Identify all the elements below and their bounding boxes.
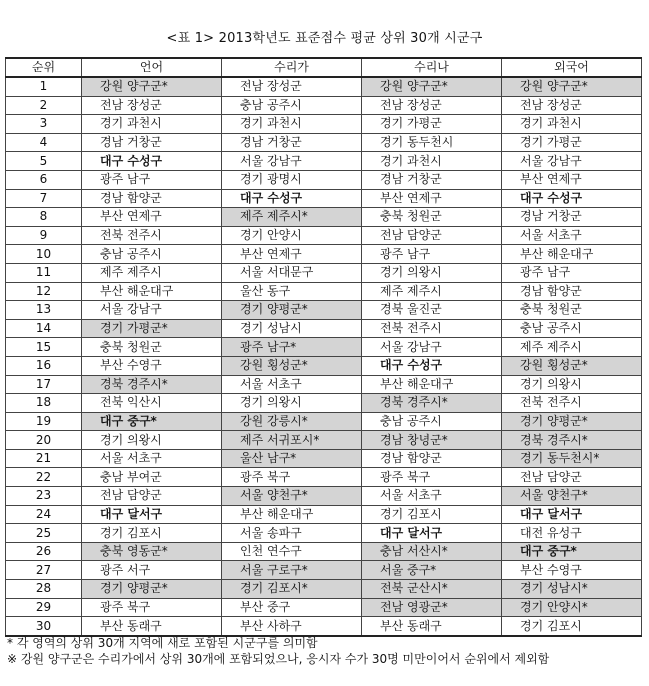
foreign-language-cell: 전북 전주시 [502, 394, 642, 413]
foreign-language-cell: 경기 의왕시 [502, 375, 642, 394]
math-na-cell: 광주 북구 [362, 468, 502, 487]
math-ga-cell: 광주 남구* [222, 338, 362, 357]
rank-cell: 2 [6, 96, 82, 115]
table-row [6, 226, 642, 245]
table-row [6, 115, 642, 134]
foreign-language-cell: 대전 유성구 [502, 524, 642, 543]
table-row [6, 319, 642, 338]
rank-cell: 14 [6, 319, 82, 338]
table-row [6, 449, 642, 468]
footnote-exclusion: ※ 강원 양구군은 수리가에서 상위 30개에 포함되었으나, 응시자 수가 30명 미만이어서 순위에서 제외함 [7, 652, 550, 666]
table-row [6, 338, 642, 357]
math-na-cell: 충북 청원군 [362, 208, 502, 227]
foreign-language-cell: 경기 가평군 [502, 133, 642, 152]
rank-cell: 3 [6, 115, 82, 134]
language-cell: 경남 거창군 [82, 133, 222, 152]
foreign-language-cell: 부산 연제구 [502, 170, 642, 189]
math-na-cell: 경기 과천시 [362, 152, 502, 171]
rank-cell: 6 [6, 170, 82, 189]
header-language: 언어 [82, 58, 222, 77]
language-cell: 부산 동래구 [82, 617, 222, 636]
language-cell: 경기 과천시 [82, 115, 222, 134]
rank-cell: 22 [6, 468, 82, 487]
foreign-language-cell: 전남 장성군 [502, 96, 642, 115]
table-row [6, 375, 642, 394]
math-na-cell: 경남 함양군 [362, 449, 502, 468]
rank-cell: 15 [6, 338, 82, 357]
foreign-language-cell: 강원 횡성군* [502, 356, 642, 375]
table-row [6, 263, 642, 282]
table-row [6, 487, 642, 506]
math-ga-cell: 부산 해운대구 [222, 505, 362, 524]
language-cell: 충북 청원군 [82, 338, 222, 357]
math-na-cell: 경남 거창군 [362, 170, 502, 189]
language-cell: 부산 연제구 [82, 208, 222, 227]
math-na-cell: 경북 울진군 [362, 301, 502, 320]
math-na-cell: 전남 담양군 [362, 226, 502, 245]
foreign-language-cell: 대구 달서구 [502, 505, 642, 524]
language-cell: 광주 북구 [82, 598, 222, 617]
language-cell: 전북 익산시 [82, 394, 222, 413]
rank-cell: 11 [6, 263, 82, 282]
math-ga-cell: 전남 장성군 [222, 77, 362, 96]
math-ga-cell: 부산 중구 [222, 598, 362, 617]
rank-cell: 25 [6, 524, 82, 543]
foreign-language-cell: 대구 수성구 [502, 189, 642, 208]
rank-cell: 27 [6, 561, 82, 580]
rank-cell: 8 [6, 208, 82, 227]
math-na-cell: 경기 의왕시 [362, 263, 502, 282]
math-ga-cell: 대구 수성구 [222, 189, 362, 208]
rank-cell: 18 [6, 394, 82, 413]
math-ga-cell: 강원 강릉시* [222, 412, 362, 431]
math-ga-cell: 울산 동구 [222, 282, 362, 301]
rank-cell: 19 [6, 412, 82, 431]
table-row [6, 561, 642, 580]
table-row [6, 133, 642, 152]
language-cell: 충남 공주시 [82, 245, 222, 264]
language-cell: 경기 가평군* [82, 319, 222, 338]
math-ga-cell: 경기 김포시* [222, 580, 362, 599]
rank-cell: 10 [6, 245, 82, 264]
rank-cell: 7 [6, 189, 82, 208]
foreign-language-cell: 경북 경주시* [502, 431, 642, 450]
foreign-language-cell: 경기 과천시 [502, 115, 642, 134]
header-rank: 순위 [6, 58, 82, 77]
header-math-ga: 수리가 [222, 58, 362, 77]
table-row [6, 245, 642, 264]
foreign-language-cell: 광주 남구 [502, 263, 642, 282]
rank-cell: 28 [6, 580, 82, 599]
language-cell: 대구 중구* [82, 412, 222, 431]
math-ga-cell: 제주 제주시* [222, 208, 362, 227]
foreign-language-cell: 서울 강남구 [502, 152, 642, 171]
rank-cell: 13 [6, 301, 82, 320]
foreign-language-cell: 경기 동두천시* [502, 449, 642, 468]
foreign-language-cell: 전남 담양군 [502, 468, 642, 487]
math-ga-cell: 제주 서귀포시* [222, 431, 362, 450]
foreign-language-cell: 경남 함양군 [502, 282, 642, 301]
math-na-cell: 충남 공주시 [362, 412, 502, 431]
language-cell: 광주 남구 [82, 170, 222, 189]
math-na-cell: 서울 중구* [362, 561, 502, 580]
language-cell: 경기 양평군* [82, 580, 222, 599]
math-ga-cell: 부산 연제구 [222, 245, 362, 264]
language-cell: 부산 수영구 [82, 356, 222, 375]
math-ga-cell: 서울 양천구* [222, 487, 362, 506]
language-cell: 대구 달서구 [82, 505, 222, 524]
language-cell: 서울 서초구 [82, 449, 222, 468]
table-row [6, 505, 642, 524]
math-na-cell: 강원 양구군* [362, 77, 502, 96]
rank-cell: 20 [6, 431, 82, 450]
foreign-language-cell: 경기 성남시* [502, 580, 642, 599]
foreign-language-cell: 경기 김포시 [502, 617, 642, 636]
math-ga-cell: 울산 남구* [222, 449, 362, 468]
math-na-cell: 전남 영광군* [362, 598, 502, 617]
table-row [6, 468, 642, 487]
language-cell: 전남 담양군 [82, 487, 222, 506]
table-row [6, 356, 642, 375]
math-ga-cell: 경기 광명시 [222, 170, 362, 189]
table-row [6, 580, 642, 599]
foreign-language-cell: 대구 중구* [502, 542, 642, 561]
math-na-cell: 부산 해운대구 [362, 375, 502, 394]
math-ga-cell: 강원 횡성군* [222, 356, 362, 375]
math-ga-cell: 서울 송파구 [222, 524, 362, 543]
header-foreign-language: 외국어 [502, 58, 642, 77]
math-na-cell: 광주 남구 [362, 245, 502, 264]
language-cell: 전남 장성군 [82, 96, 222, 115]
footnote-new-entry: * 각 영역의 상위 30개 지역에 새로 포함된 시군구를 의미함 [7, 636, 318, 650]
table-row [6, 394, 642, 413]
math-na-cell: 대구 수성구 [362, 356, 502, 375]
math-ga-cell: 경기 양평군* [222, 301, 362, 320]
language-cell: 경북 경주시* [82, 375, 222, 394]
math-ga-cell: 인천 연수구 [222, 542, 362, 561]
math-ga-cell: 서울 서대문구 [222, 263, 362, 282]
header-math-na: 수리나 [362, 58, 502, 77]
math-ga-cell: 경기 과천시 [222, 115, 362, 134]
table-row [6, 542, 642, 561]
ranking-table [5, 57, 642, 637]
table-row [6, 282, 642, 301]
math-na-cell: 경북 경주시* [362, 394, 502, 413]
language-cell: 경기 김포시 [82, 524, 222, 543]
math-ga-cell: 서울 강남구 [222, 152, 362, 171]
math-ga-cell: 서울 서초구 [222, 375, 362, 394]
foreign-language-cell: 부산 해운대구 [502, 245, 642, 264]
language-cell: 충남 부여군 [82, 468, 222, 487]
math-ga-cell: 충남 공주시 [222, 96, 362, 115]
rank-cell: 21 [6, 449, 82, 468]
math-ga-cell: 경기 성남시 [222, 319, 362, 338]
table-row [6, 598, 642, 617]
foreign-language-cell: 경남 거창군 [502, 208, 642, 227]
foreign-language-cell: 부산 수영구 [502, 561, 642, 580]
table-body [6, 77, 642, 636]
rank-cell: 16 [6, 356, 82, 375]
math-na-cell: 경기 동두천시 [362, 133, 502, 152]
rank-cell: 24 [6, 505, 82, 524]
language-cell: 광주 서구 [82, 561, 222, 580]
math-na-cell: 경기 가평군 [362, 115, 502, 134]
math-ga-cell: 서울 구로구* [222, 561, 362, 580]
math-ga-cell: 경남 거창군 [222, 133, 362, 152]
table-row [6, 524, 642, 543]
table-row [6, 431, 642, 450]
language-cell: 부산 해운대구 [82, 282, 222, 301]
table-row [6, 412, 642, 431]
language-cell: 경기 의왕시 [82, 431, 222, 450]
foreign-language-cell: 서울 서초구 [502, 226, 642, 245]
math-na-cell: 경기 김포시 [362, 505, 502, 524]
foreign-language-cell: 강원 양구군* [502, 77, 642, 96]
math-na-cell: 전북 전주시 [362, 319, 502, 338]
table-row [6, 189, 642, 208]
foreign-language-cell: 경기 안양시* [502, 598, 642, 617]
math-na-cell: 부산 동래구 [362, 617, 502, 636]
rank-cell: 29 [6, 598, 82, 617]
foreign-language-cell: 충남 공주시 [502, 319, 642, 338]
math-ga-cell: 부산 사하구 [222, 617, 362, 636]
table-row [6, 617, 642, 636]
table-row [6, 152, 642, 171]
language-cell: 전북 전주시 [82, 226, 222, 245]
math-ga-cell: 경기 의왕시 [222, 394, 362, 413]
rank-cell: 4 [6, 133, 82, 152]
rank-cell: 1 [6, 77, 82, 96]
math-na-cell: 서울 서초구 [362, 487, 502, 506]
math-na-cell: 전북 군산시* [362, 580, 502, 599]
foreign-language-cell: 제주 제주시 [502, 338, 642, 357]
language-cell: 제주 제주시 [82, 263, 222, 282]
math-na-cell: 경남 창녕군* [362, 431, 502, 450]
foreign-language-cell: 충북 청원군 [502, 301, 642, 320]
language-cell: 대구 수성구 [82, 152, 222, 171]
rank-cell: 30 [6, 617, 82, 636]
table-row [6, 301, 642, 320]
table-row [6, 96, 642, 115]
language-cell: 충북 영동군* [82, 542, 222, 561]
math-na-cell: 부산 연제구 [362, 189, 502, 208]
table-caption: <표 1> 2013학년도 표준점수 평균 상위 30개 시군구 [166, 31, 483, 46]
table-header-row [6, 58, 642, 77]
rank-cell: 23 [6, 487, 82, 506]
math-na-cell: 전남 장성군 [362, 96, 502, 115]
rank-cell: 9 [6, 226, 82, 245]
math-na-cell: 제주 제주시 [362, 282, 502, 301]
math-ga-cell: 경기 안양시 [222, 226, 362, 245]
math-na-cell: 충남 서산시* [362, 542, 502, 561]
rank-cell: 5 [6, 152, 82, 171]
rank-cell: 17 [6, 375, 82, 394]
foreign-language-cell: 경기 양평군* [502, 412, 642, 431]
language-cell: 경남 함양군 [82, 189, 222, 208]
language-cell: 서울 강남구 [82, 301, 222, 320]
foreign-language-cell: 서울 양천구* [502, 487, 642, 506]
table-row [6, 208, 642, 227]
language-cell: 강원 양구군* [82, 77, 222, 96]
table-row [6, 170, 642, 189]
table-row [6, 77, 642, 96]
rank-cell: 12 [6, 282, 82, 301]
math-na-cell: 서울 강남구 [362, 338, 502, 357]
math-ga-cell: 광주 북구 [222, 468, 362, 487]
math-na-cell: 대구 달서구 [362, 524, 502, 543]
rank-cell: 26 [6, 542, 82, 561]
